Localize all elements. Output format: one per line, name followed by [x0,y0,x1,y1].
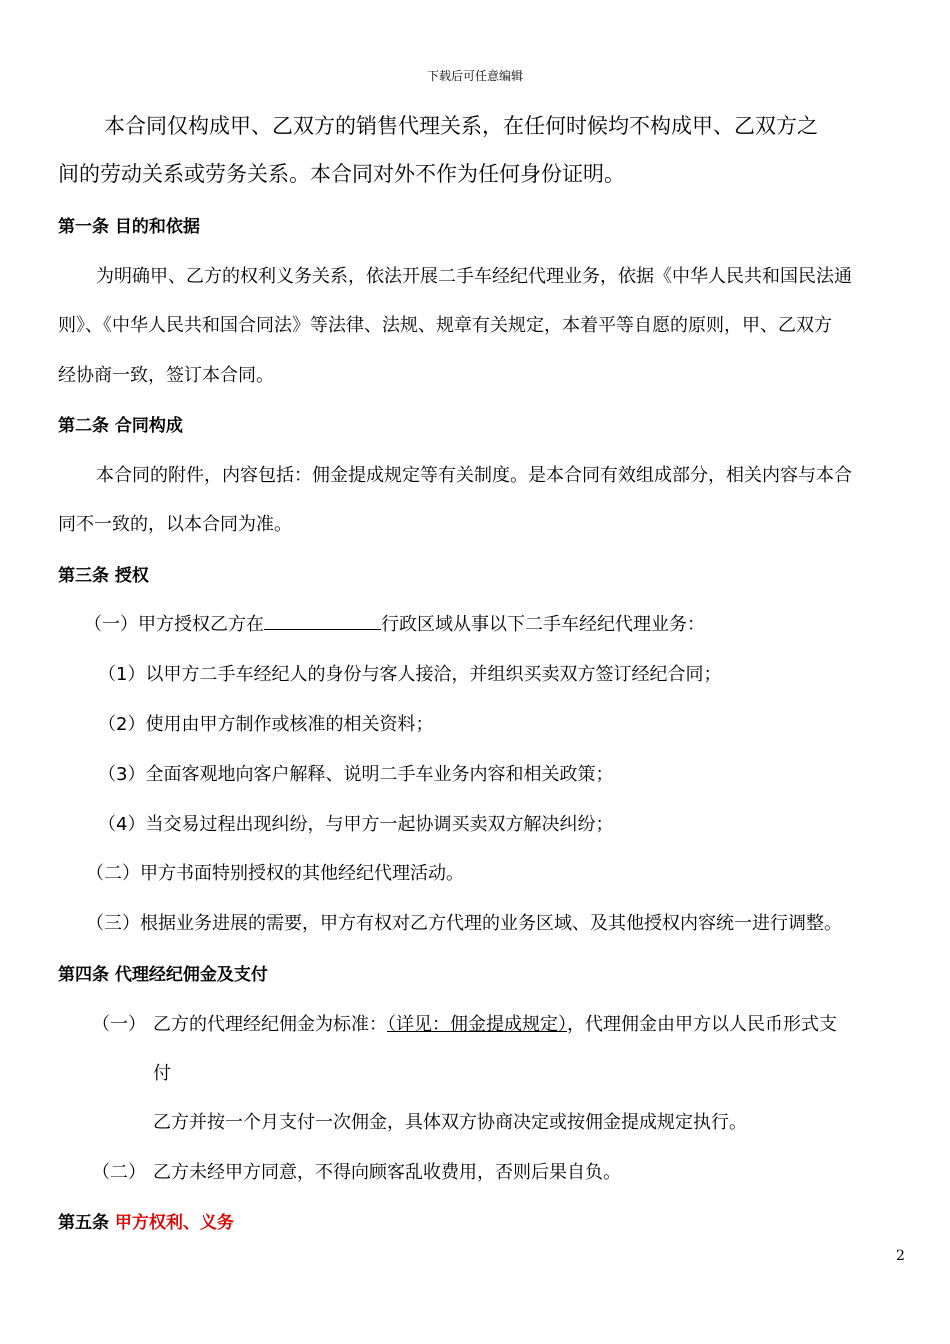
article-3-sub-1: （1）以甲方二手车经纪人的身份与客人接洽，并组织买卖双方签订经纪合同； [98,664,722,685]
article-3-sub-3: （3）全面客观地向客户解释、说明二手车业务内容和相关政策； [98,764,614,785]
article-4-item-2: 乙方未经甲方同意，不得向顾客乱收费用，否则后果自负。 [153,1162,621,1183]
article-1-line-2: 则》、《中华人民共和国合同法》等法律、法规、规章有关规定，本着平等自愿的原则，甲、乙双方 [58,315,832,336]
article-2-line-2: 同不一致的，以本合同为准。 [58,514,292,535]
intro-line-2: 间的劳动关系或劳务关系。本合同对外不作为任何身份证明。 [58,162,625,186]
commission-reference: （详见：佣金提成规定） [387,1014,567,1035]
article-1-line-3: 经协商一致，签订本合同。 [58,365,274,386]
article-4-item-1-number: （一） [92,1014,146,1035]
article-4-item-1-suffix: ，代理佣金由甲方以人民币形式支 [567,1014,837,1035]
article-4-item-1-line-2: 乙方并按一个月支付一次佣金，具体双方协商决定或按佣金提成规定执行。 [153,1112,747,1133]
article-3-item-1-suffix: 行政区域从事以下二手车经纪代理业务： [381,614,705,635]
article-4-item-2-number: （二） [92,1162,146,1183]
article-2-title: 第二条 合同构成 [58,416,183,436]
article-5-title [58,1208,234,1233]
intro-line-1: 本合同仅构成甲、乙双方的销售代理关系，在任何时候均不构成甲、乙双方之 [104,114,818,138]
article-3-sub-4: （4）当交易过程出现纠纷，与甲方一起协调买卖双方解决纠纷； [98,814,614,835]
region-blank-line [264,613,381,630]
article-1-line-1: 为明确甲、乙方的权利义务关系，依法开展二手车经纪代理业务，依据《中华人民共和国民法通 [96,266,852,287]
article-3-title: 第三条 授权 [58,566,149,586]
page-number: 2 [896,1248,905,1264]
article-5-title-highlight: 甲方权利、义务 [114,1213,234,1233]
article-3-sub-2: （2）使用由甲方制作或核准的相关资料； [98,714,434,735]
article-2-line-1: 本合同的附件，内容包括：佣金提成规定等有关制度。是本合同有效组成部分，相关内容与本合 [96,465,852,486]
article-4-title: 第四条 代理经纪佣金及支付 [58,965,268,985]
article-3-item-1-prefix: （一）甲方授权乙方在 [84,614,264,635]
page-header-note: 下载后可任意编辑 [426,69,523,83]
article-4-item-1 [153,1010,837,1036]
article-4-item-1-continuation: 付 [153,1063,171,1084]
article-3-item-3: （三）根据业务进展的需要，甲方有权对乙方代理的业务区域、及其他授权内容统一进行调整。 [86,913,842,934]
article-1-title: 第一条 目的和依据 [58,217,200,237]
article-3-item-2: （二）甲方书面特别授权的其他经纪代理活动。 [86,863,464,884]
article-5-title-prefix: 第五条 [58,1213,115,1233]
article-3-item-1 [84,610,705,636]
article-4-item-1-prefix: 乙方的代理经纪佣金为标准： [153,1014,387,1035]
